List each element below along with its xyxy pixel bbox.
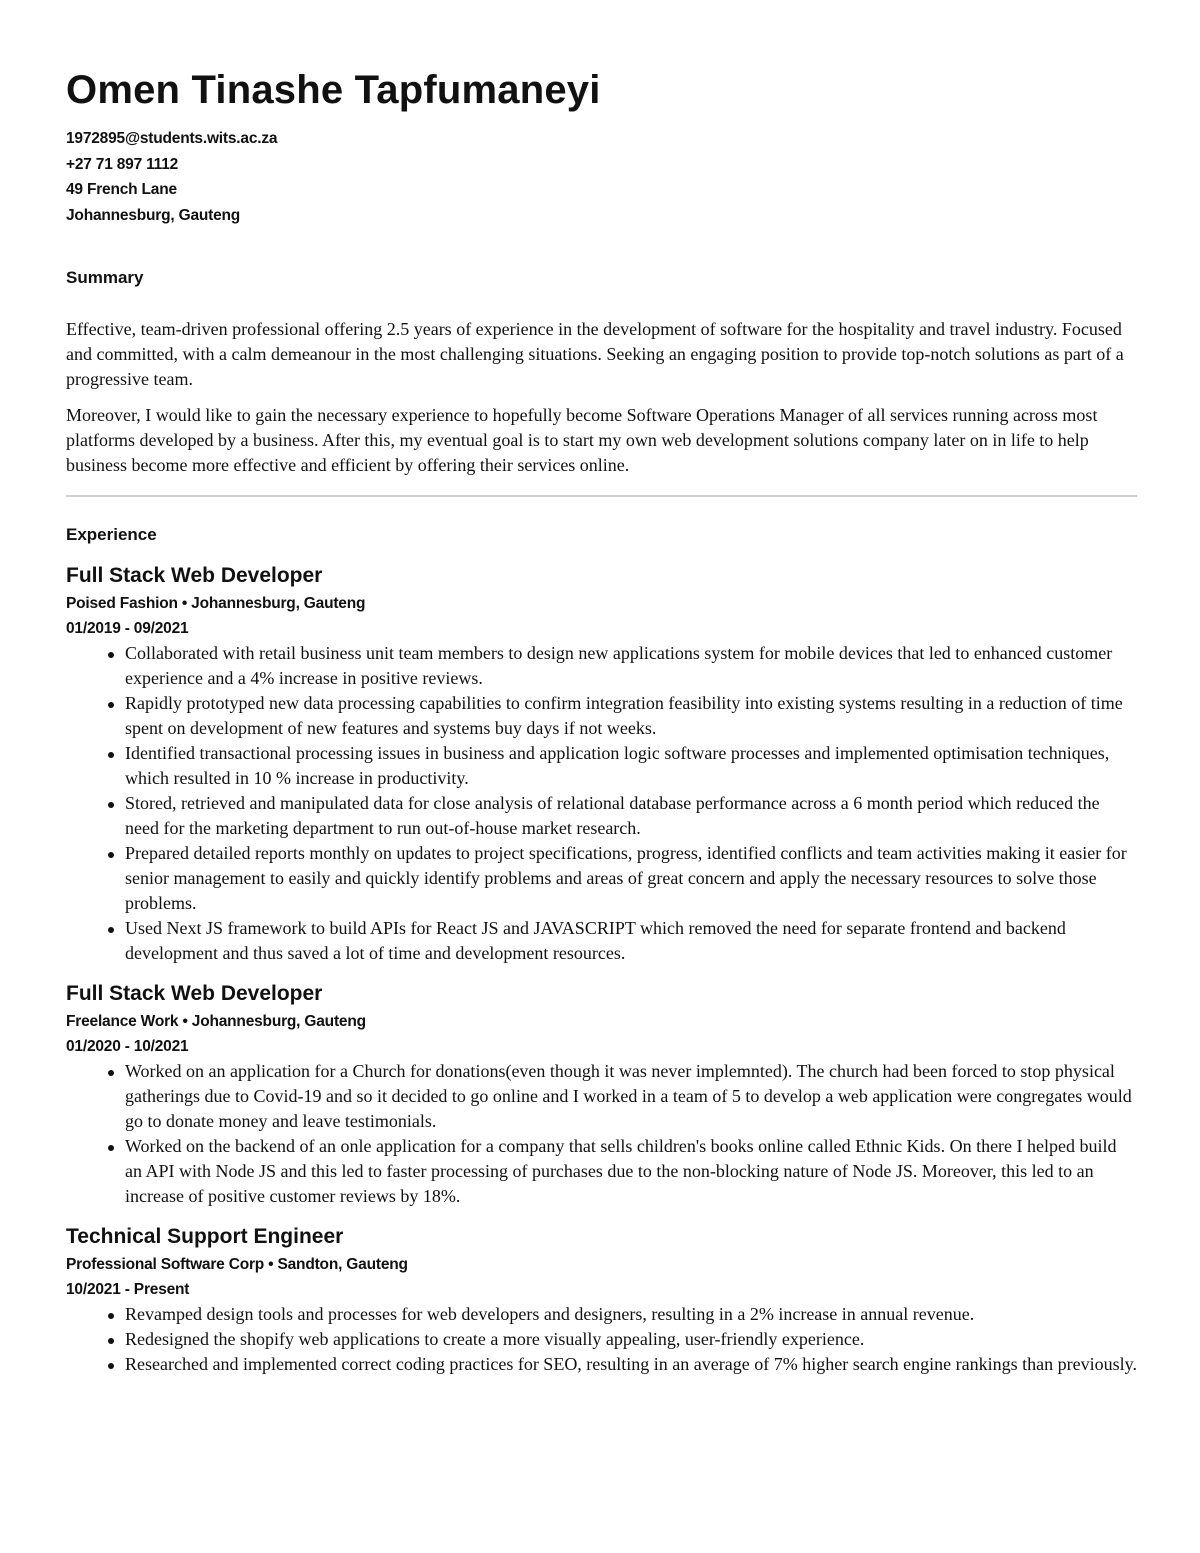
job-bullet: Stored, retrieved and manipulated data for close analysis of relational database performance across a 6 month period which reduced the need for the marketing department to run out-of-house market research. xyxy=(125,791,1137,841)
job-bullet: Worked on the backend of an onle application for a company that sells children's books online called Ethnic Kids. On there I helped build an API with Node JS and this led to faster processing of purchases due to the non-blocking nature of Node JS. Moreover, this led to an increase of positive customer reviews by 18%. xyxy=(125,1134,1137,1209)
summary-paragraph: Effective, team-driven professional offering 2.5 years of experience in the development of software for the hospitality and travel industry. Focused and committed, with a calm demeanour in the most challenging situations. Seeking an engaging position to provide top-notch solutions as part of a progressive team. xyxy=(66,319,1124,389)
job-title: Technical Support Engineer xyxy=(66,1225,344,1248)
job-title: Full Stack Web Developer xyxy=(66,982,323,1005)
job-entry xyxy=(66,561,1138,966)
job-bullet: Redesigned the shopify web applications to create a more visually appealing, user-friendly experience. xyxy=(125,1327,1137,1352)
section-divider xyxy=(66,495,1137,497)
job-company-location: Poised Fashion • Johannesburg, Gauteng xyxy=(66,595,366,612)
candidate-name: Omen Tinashe Tapfumaneyi xyxy=(66,68,601,112)
email-text: 1972895@students.wits.ac.za xyxy=(66,130,278,147)
job-bullet: Revamped design tools and processes for web developers and designers, resulting in a 2% increase in annual revenue. xyxy=(125,1302,1137,1327)
job-bullet: Rapidly prototyped new data processing capabilities to confirm integration feasibility into existing systems resulting in a reduction of time spent on development of new features and systems buy days if not weeks. xyxy=(125,691,1137,741)
contact-block xyxy=(66,126,1138,228)
job-entry xyxy=(66,979,1138,1209)
summary-heading: Summary xyxy=(66,268,144,287)
summary-body xyxy=(66,317,1126,478)
address-line-2: Johannesburg, Gauteng xyxy=(66,206,241,224)
summary-paragraph: Moreover, I would like to gain the necessary experience to hopefully become Software Operations Manager of all services running across most platforms developed by a business. After this, my eventual goal is to start my own web development solutions company later on in life to help business become more effective and efficient by offering their services online. xyxy=(66,405,1098,475)
job-dates: 01/2019 - 09/2021 xyxy=(66,620,189,637)
job-company-location: Professional Software Corp • Sandton, Gauteng xyxy=(66,1256,408,1273)
job-company-location: Freelance Work • Johannesburg, Gauteng xyxy=(66,1013,366,1030)
job-title: Full Stack Web Developer xyxy=(66,564,323,587)
job-bullet-list xyxy=(66,1059,1137,1209)
job-bullet: Prepared detailed reports monthly on updates to project specifications, progress, identified conflicts and team activities making it easier for senior management to easily and quickly identify problems and areas of great concern and apply the necessary resources to solve those problems. xyxy=(125,841,1137,916)
job-dates: 10/2021 - Present xyxy=(66,1281,190,1298)
job-entry xyxy=(66,1222,1138,1377)
experience-heading: Experience xyxy=(66,525,157,544)
job-bullet-list xyxy=(66,1302,1137,1377)
job-bullet: Researched and implemented correct coding practices for SEO, resulting in an average of 7% higher search engine rankings than previously. xyxy=(125,1352,1137,1377)
job-bullet: Identified transactional processing issues in business and application logic software processes and implemented optimisation techniques, which resulted in 10 % increase in productivity. xyxy=(125,741,1137,791)
phone-text: +27 71 897 1112 xyxy=(66,155,179,173)
address-line-1: 49 French Lane xyxy=(66,181,177,198)
job-bullet-list xyxy=(66,641,1137,966)
job-bullet: Collaborated with retail business unit team members to design new applications system for mobile devices that led to enhanced customer experience and a 4% increase in positive reviews. xyxy=(125,641,1137,691)
resume-page xyxy=(66,64,1138,1377)
job-dates: 01/2020 - 10/2021 xyxy=(66,1038,189,1055)
job-bullet: Used Next JS framework to build APIs for React JS and JAVASCRIPT which removed the need for separate frontend and backend development and thus saved a lot of time and development resources. xyxy=(125,916,1137,966)
job-bullet: Worked on an application for a Church for donations(even though it was never implemnted). The church had been forced to stop physical gatherings due to Covid-19 and so it decided to go online and I worked in a team of 5 to develop a web application were congregates would go to donate money and leave testimonials. xyxy=(125,1059,1137,1134)
